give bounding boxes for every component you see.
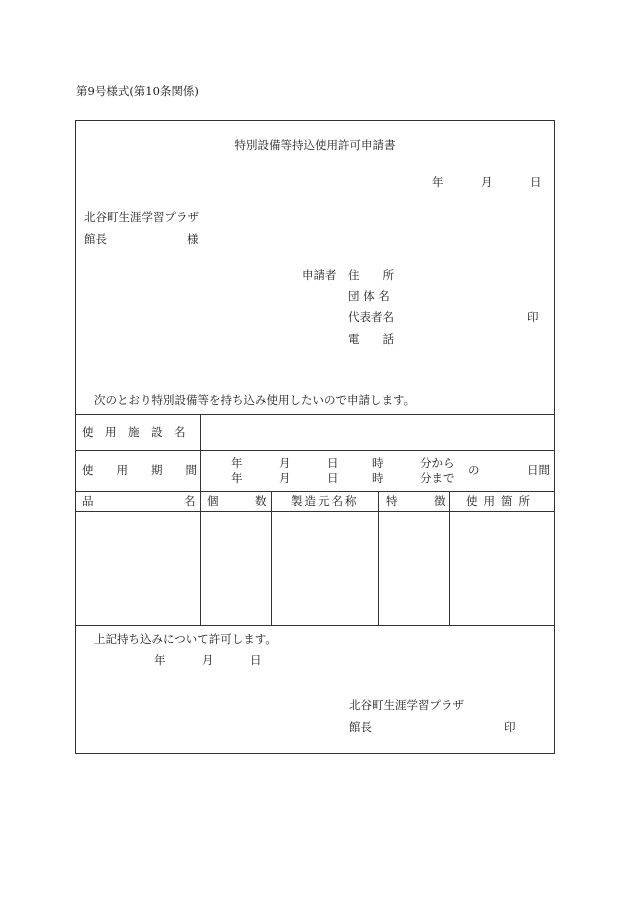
- header-feature-1: 特: [386, 494, 398, 508]
- date-month: 月: [481, 175, 493, 189]
- applicant-phone-label: 電 話: [348, 332, 394, 346]
- period-from-hour: 時: [372, 456, 384, 470]
- rule-statement-bottom: [75, 414, 555, 415]
- applicant-group-label: 団 体 名: [348, 289, 390, 303]
- approval-statement: 上記持ち込みについて許可します。: [94, 632, 277, 646]
- request-statement: 次のとおり特別設備等を持ち込み使用したいので申請します。: [94, 393, 416, 407]
- approval-year: 年: [154, 653, 166, 667]
- date-year: 年: [432, 175, 444, 189]
- rule-col-4: [449, 491, 450, 625]
- period-from-month: 月: [279, 456, 291, 470]
- rule-facility-bottom: [75, 450, 555, 451]
- period-to-hour: 時: [372, 471, 384, 485]
- approval-day: 日: [250, 653, 262, 667]
- period-label: 使 用 期 間: [82, 463, 197, 477]
- approval-org: 北谷町生涯学習プラザ: [349, 698, 464, 712]
- header-quantity-1: 個: [207, 494, 219, 508]
- period-to-year: 年: [231, 471, 243, 485]
- date-day: 日: [530, 175, 542, 189]
- period-from-minute: 分から: [420, 456, 455, 470]
- header-item-name-2: 名: [184, 494, 196, 508]
- form-number: 第9号様式(第10条関係): [76, 84, 199, 98]
- rule-items-header-bottom: [75, 511, 555, 512]
- addressee-honorific: 様: [187, 232, 199, 246]
- period-days: 日間: [527, 463, 550, 477]
- header-feature-2: 徴: [434, 494, 446, 508]
- period-from-day: 日: [327, 456, 339, 470]
- period-from-year: 年: [231, 456, 243, 470]
- rule-col-3: [378, 491, 379, 625]
- rule-col-2: [271, 491, 272, 625]
- header-quantity-2: 数: [255, 494, 267, 508]
- period-to-month: 月: [279, 471, 291, 485]
- applicant-seal: 印: [527, 310, 539, 324]
- approval-month: 月: [202, 653, 214, 667]
- applicant-representative-label: 代表者名: [348, 310, 394, 324]
- period-to-minute: 分まで: [420, 471, 455, 485]
- header-usage-location: 使用箇所: [466, 494, 536, 508]
- form-title: 特別設備等持込使用許可申請書: [234, 138, 396, 152]
- addressee-org: 北谷町生涯学習プラザ: [84, 210, 199, 224]
- header-item-name-1: 品: [82, 494, 94, 508]
- approval-seal: 印: [504, 720, 516, 734]
- rule-col-1: [200, 491, 201, 625]
- header-manufacturer: 製造元名称: [291, 494, 359, 508]
- facility-label: 使 用 施 設 名: [82, 425, 186, 439]
- rule-label-divider: [200, 414, 201, 491]
- addressee-title: 館長: [84, 232, 107, 246]
- period-to-day: 日: [327, 471, 339, 485]
- approval-title: 館長: [349, 720, 372, 734]
- applicant-label: 申請者: [302, 268, 337, 282]
- rule-items-bottom: [75, 625, 555, 626]
- applicant-address-label: 住 所: [348, 268, 394, 282]
- period-no: の: [468, 463, 480, 477]
- rule-period-bottom: [75, 491, 555, 492]
